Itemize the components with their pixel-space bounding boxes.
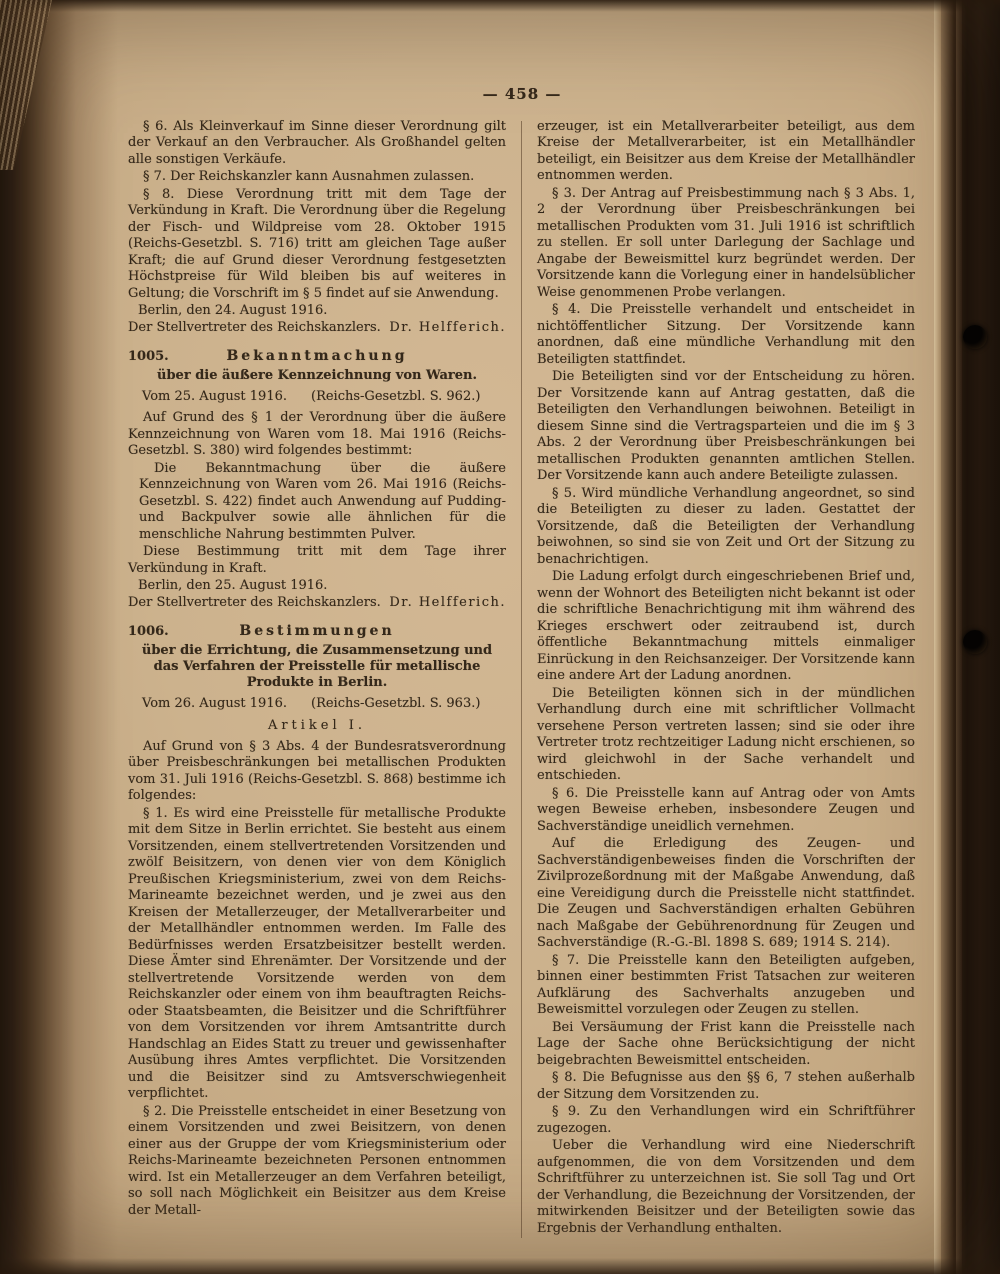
paragraph-section-9a: § 9. Zu den Verhandlungen wird ein Schriftführer zugezogen. [537,1104,915,1136]
paragraph-section-5c: Die Beteiligten können sich in der mündlichen Verhandlung durch eine mit schriftlicher Vollmacht versehene Person vertreten lassen; sind sie oder ihre Vertreter trotz rechtzeitiger Ladung nicht erschienen, so wird gleichwohl in der Sache verhandelt und entschieden. [537,685,915,783]
paragraph-section-8: § 8. Diese Verordnung tritt mit dem Tage der Verkündung in Kraft. Die Verordnung über die Regelung der Fisch- und Wildpreise vom 28. Oktober 1915 (Reichs-Gesetzbl. S. 716) tritt am gleichen Tage außer Kraft; die auf Grund dieser Verordnung festgesetzten Höchstpreise für Wild bleiben bis auf weiteres in Geltung; die Vorschrift im § 5 findet auf sie Anwendung. [128,186,506,301]
notice-number-1006: 1006. [128,624,169,639]
paragraph-1006-intro: Auf Grund von § 3 Abs. 4 der Bundesratsverordnung über Preisbeschränkungen bei metallischen Produkten vom 31. Juli 1916 (Reichs-Gesetzbl. S. 868) bestimme ich folgendes: [128,738,506,803]
paragraph-section-4b: Die Beteiligten sind vor der Entscheidung zu hören. Der Vorsitzende kann auf Antrag gestatten, daß die Beteiligten den Verhandlungen beiwohnen. Beteiligt in diesem Sinne sind die Vertragsparteien und die im § 3 Abs. 2 der Verordnung über Preisbeschränkungen bei metallischen Produkten genannten amtlichen Stellen. Der Vorsitzende kann auch andere Beteiligte zulassen. [537,369,915,483]
paragraph-section-5b: Die Ladung erfolgt durch eingeschriebenen Brief und, wenn der Wohnort des Beteiligten nicht bekannt ist oder die schriftliche Benachrichtigung mit ihm während des Krieges erschwert oder zeitraubend ist, durch öffentliche Bekanntmachung mittels einmaliger Einrückung in den Reichsanzeiger. Der Vorsitzende kann eine andere Art der Ladung anordnen. [537,569,915,683]
paragraph-section-6-evidence: Auf die Erledigung des Zeugen- und Sachverständigenbeweises finden die Vorschriften der Zivilprozeßordnung mit der Maßgabe Anwendung, daß eine Vereidigung durch die Preisstelle nicht stattfindet. Die Zeugen und Sachverständigen erhalten Gebühren nach Maßgabe der Gebührenordnung für Zeugen und Sachverständige (R.-G.-Bl. 1898 S. 689; 1914 S. 214). [537,836,915,950]
paragraph-1005-provision: Die Bekanntmachung über die äußere Kennzeichnung von Waren vom 26. Mai 1916 (Reichs-Gesetzbl. S. 422) findet auch Anwendung auf Pudding- und Backpulver sowie alle ähnlichen für die menschliche Nahrung bestimmten Pulver. [139,460,506,542]
notice-number-1005: 1005. [128,349,169,364]
notice-title-1005: Bekanntmachung [226,348,408,364]
notice-subtitle-1006: über die Errichtung, die Zusammensetzung und das Verfahren der Preisstelle für metallische Produkte in Berlin. [141,642,493,690]
two-column-layout [128,119,916,1239]
signature-line-1 [128,320,506,337]
paragraph-1005-effective: Diese Bestimmung tritt mit dem Tage ihrer Verkündung in Kraft. [128,544,506,576]
notice-date-1005: Vom 25. August 1916. [142,388,287,404]
article-heading: Artikel I. [267,718,367,733]
paragraph-section-2-continued: erzeuger, ist ein Metallverarbeiter beteiligt, aus dem Kreise der Metallverarbeiter, ist ein Metallhändler beteiligt, ein Beisitzer aus dem Kreise der Metallhändler entnommen werden. [537,118,915,183]
notice-date-1006: Vom 26. August 1916. [142,695,287,711]
left-column [128,119,506,1239]
paragraph-section-3: § 3. Der Antrag auf Preisbestimmung nach § 3 Abs. 1, 2 der Verordnung über Preisbeschränkungen bei metallischen Produkten vom 31. Juli 1916 ist schriftlich zu stellen. Er soll unter Darlegung der Sachlage und Angabe der Beweismittel kurz begründet werden. Der Vorsitzende kann die Vorlegung einer in handelsüblicher Weise genommenen Probe verlangen. [537,185,915,300]
notice-subtitle-1005: über die äußere Kennzeichnung von Waren. [157,367,477,383]
dateline-notice-1006 [128,696,506,713]
paragraph-section-5a: § 5. Wird mündliche Verhandlung angeordnet, so sind die Beteiligten zu dieser zu laden. Gestattet der Vorsitzende, daß die Beteiligten der Verhandlung beiwohnen, so sind sie von Zeit und Ort der Sitzung zu benachrichtigen. [537,485,915,567]
paragraph-section-1: § 1. Es wird eine Preisstelle für metallische Produkte mit dem Sitze in Berlin errichtet. Sie besteht aus einem Vorsitzenden, einem stellvertretenden Vorsitzenden und zwölf Beisitzern, von denen vier von dem Königlich Preußischen Kriegsministerium, zwei von dem Reichs-Marineamte bezeichnet werden, und je zwei aus den Kreisen der Metallerzeuger, der Metallverarbeiter und der Metallhändler entnommen werden. Im Falle des Bedürfnisses werden Ersatzbeisitzer bestellt werden. Diese Ämter sind Ehrenämter. Der Vorsitzende und der stellvertretende Vorsitzende werden von dem Reichskanzler oder einem von ihm beauftragten Reichs- oder Staatsbeamten, die Beisitzer und die Schriftführer von dem Vorsitzenden vor ihrem Amtsantritte durch Handschlag an Eides Statt zu treuer und gewissenhafter Ausübung ihres Amtes verpflichtet. Die Vorsitzenden und die Beisitzer sind zu Amtsverschwiegenheit verpflichtet. [128,805,506,1101]
paragraph-section-9b: Ueber die Verhandlung wird eine Niederschrift aufgenommen, die von dem Vorsitzenden und dem Schriftführer zu unterzeichnen ist. Sie soll Tag und Ort der Verhandlung, die Bezeichnung der Vorsitzenden, der mitwirkenden Beisitzer und der Beteiligten sowie das Ergebnis der Verhandlung enthalten. [537,1138,915,1236]
notice-reference-1006: (Reichs-Gesetzbl. S. 963.) [311,695,481,711]
paragraph-section-2: § 2. Die Preisstelle entscheidet in einer Besetzung von einem Vorsitzenden und zwei Beisitzern, von denen einer aus der Gruppe der vom Kriegsministerium oder Reichs-Marineamte bezeichneten Personen entnommen wird. Ist ein Metallerzeuger an dem Verfahren beteiligt, so soll nach Möglichkeit ein Beisitzer aus dem Kreise der Metall- [128,1103,506,1218]
paragraph-section-7a: § 7. Die Preisstelle kann den Beteiligten aufgeben, binnen einer bestimmten Frist Tatsachen zur weiteren Aufklärung des Sachverhalts anzugeben und Beweismittel vorzulegen oder Zeugen zu stellen. [537,952,915,1017]
dateline-berlin-25-august: Berlin, den 25. August 1916. [138,578,328,593]
paragraph-section-8-procedure: § 8. Die Befugnisse aus den §§ 6, 7 stehen außerhalb der Sitzung dem Vorsitzenden zu. [537,1070,915,1102]
paragraph-1005-basis: Auf Grund des § 1 der Verordnung über die äußere Kennzeichnung von Waren vom 18. Mai 1916 (Reichs-Gesetzbl. S. 380) wird folgendes bestimmt: [128,410,506,458]
heading-notice-1006 [128,623,506,691]
paragraph-section-4a: § 4. Die Preisstelle verhandelt und entscheidet in nichtöffentlicher Sitzung. Der Vorsitzende kann anordnen, daß eine mündliche Verhandlung mit den Beteiligten stattfindet. [537,302,915,367]
page-content [128,86,916,1238]
signature-office: Der Stellvertreter des Reichskanzlers. [128,319,381,335]
right-column [537,119,915,1239]
paragraph-section-7: § 7. Der Reichskanzler kann Ausnahmen zulassen. [143,169,475,184]
heading-notice-1005 [128,348,506,384]
dateline-notice-1005 [128,389,506,406]
paragraph-section-6: § 6. Als Kleinverkauf im Sinne dieser Verordnung gilt der Verkauf an den Verbraucher. Als Großhandel gelten alle sonstigen Verkäufe. [128,118,506,167]
binder-hole-bottom [963,630,987,654]
notice-reference-1005: (Reichs-Gesetzbl. S. 962.) [311,388,481,404]
binder-hole-top [963,325,987,349]
signature-office: Der Stellvertreter des Reichskanzlers. [128,594,381,610]
page-number: — 458 — [482,85,562,103]
paragraph-section-6-procedure: § 6. Die Preisstelle kann auf Antrag oder von Amts wegen Beweise erheben, insbesondere Zeugen und Sachverständige uneidlich vernehmen. [537,785,915,834]
signature-name: Dr. Helfferich. [389,594,506,610]
dateline-berlin-24-august: Berlin, den 24. August 1916. [138,303,328,318]
paragraph-section-7b: Bei Versäumung der Frist kann die Preisstelle nach Lage der Sache ohne Berücksichtigung der nicht beigebrachten Beweismittel entscheiden. [537,1019,915,1068]
notice-title-1006: Bestimmungen [239,623,395,639]
column-divider [521,121,522,1239]
signature-line-2 [128,595,506,612]
page-edge-bottom [0,1258,1000,1274]
signature-name: Dr. Helfferich. [389,319,506,335]
page-edge-top [0,0,1000,12]
book-binding-left [0,0,118,1274]
